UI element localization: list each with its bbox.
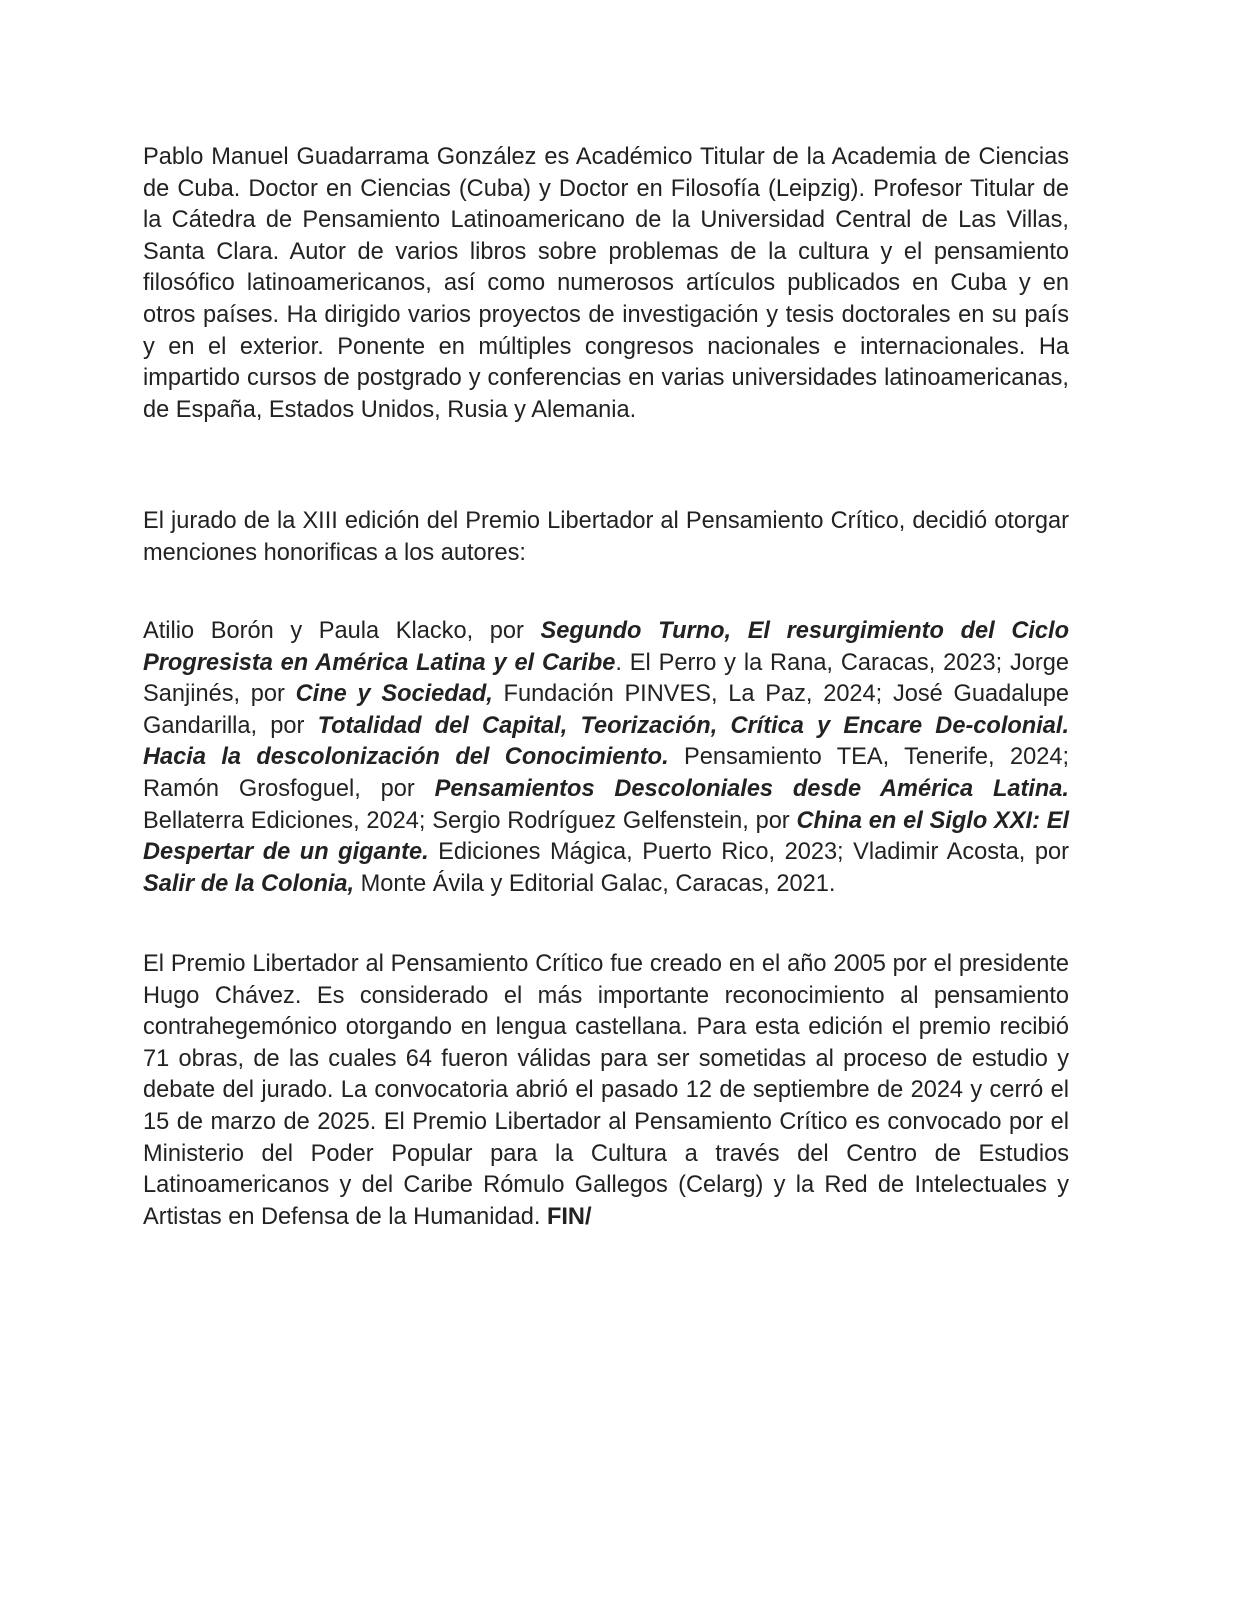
mention-3-title: Totalidad del Capital, Teorización, Crítica y Encare De-colonial. Hacia la descolonización del Conocimiento. [143, 712, 1069, 771]
mention-5-title: China en el Siglo XXI: El Despertar de un gigante. [143, 807, 1070, 866]
mentions-paragraph [143, 616, 1069, 900]
mention-4-title: Pensamientos Descoloniales desde América Latina. [434, 775, 1069, 802]
jury-paragraph: El jurado de la XIII edición del Premio Libertador al Pensamiento Crítico, decidió otorgar menciones honorificas a los autores: [143, 508, 1069, 566]
mention-5-details: Ediciones Mágica, Puerto Rico, 2023; Vladimir Acosta, por [428, 839, 1069, 866]
prize-paragraph [143, 949, 1069, 1233]
end-mark: FIN/ [546, 1203, 592, 1230]
mention-2-title: Cine y Sociedad, [295, 681, 493, 708]
mention-1-authors: Atilio Borón y Paula Klacko, por [143, 618, 541, 644]
mention-3-details: Pensamiento TEA, Tenerife, 2024; Ramón Grosfoguel, por [143, 744, 1069, 802]
mention-1-details: . El Perro y la Rana, Caracas, 2023; Jorge Sanjinés, por [143, 649, 1070, 708]
mention-4-details: Bellaterra Ediciones, 2024; Sergio Rodríguez Gelfenstein, por [143, 807, 797, 834]
mention-2-details: Fundación PINVES, La Paz, 2024; José Guadalupe Gandarilla, por [143, 681, 1069, 739]
prize-text: El Premio Libertador al Pensamiento Crítico fue creado en el año 2005 por el presidente Hugo Chávez. Es considerado el más importante reconocimiento al pensamiento contrahegemónico otorgando en lengua castellana. Para esta edición el premio recibió 71 obras, de las cuales 64 fueron válidas para ser sometidas al proceso de estudio y debate del jurado. La convocatoria abrió el pasado 12 de septiembre de 2024 y cerró el 15 de marzo de 2025. El Premio Libertador al Pensamiento Crítico es convocado por el Ministerio del Poder Popular para la Cultura a través del Centro de Estudios Latinoamericanos y del Caribe Rómulo Gallegos (Celarg) y la Red de Intelectuales y Artistas en Defensa de la Humanidad. [143, 951, 1069, 1230]
mention-6-details: Monte Ávila y Editorial Galac, Caracas, 2021. [354, 870, 836, 897]
bio-paragraph: Pablo Manuel Guadarrama González es Académico Titular de la Academia de Ciencias de Cuba. Doctor en Ciencias (Cuba) y Doctor en Filosofía (Leipzig). Profesor Titular de la Cátedra de Pensamiento Latinoamericano de la Universidad Central de Las Villas, Santa Clara. Autor de varios libros sobre problemas de la cultura y el pensamiento filosófico latinoamericanos, así como numerosos artículos publicados en Cuba y en otros países. Ha dirigido varios proyectos de investigación y tesis doctorales en su país y en el exterior. Ponente en múltiples congresos nacionales e internacionales. Ha impartido cursos de postgrado y conferencias en varias universidades latinoamericanas, de España, Estados Unidos, Rusia y Alemania. [143, 144, 1069, 423]
mention-1-title: Segundo Turno, El resurgimiento del Ciclo Progresista en América Latina y el Caribe [143, 618, 1069, 676]
mention-6-title: Salir de la Colonia, [143, 870, 355, 897]
